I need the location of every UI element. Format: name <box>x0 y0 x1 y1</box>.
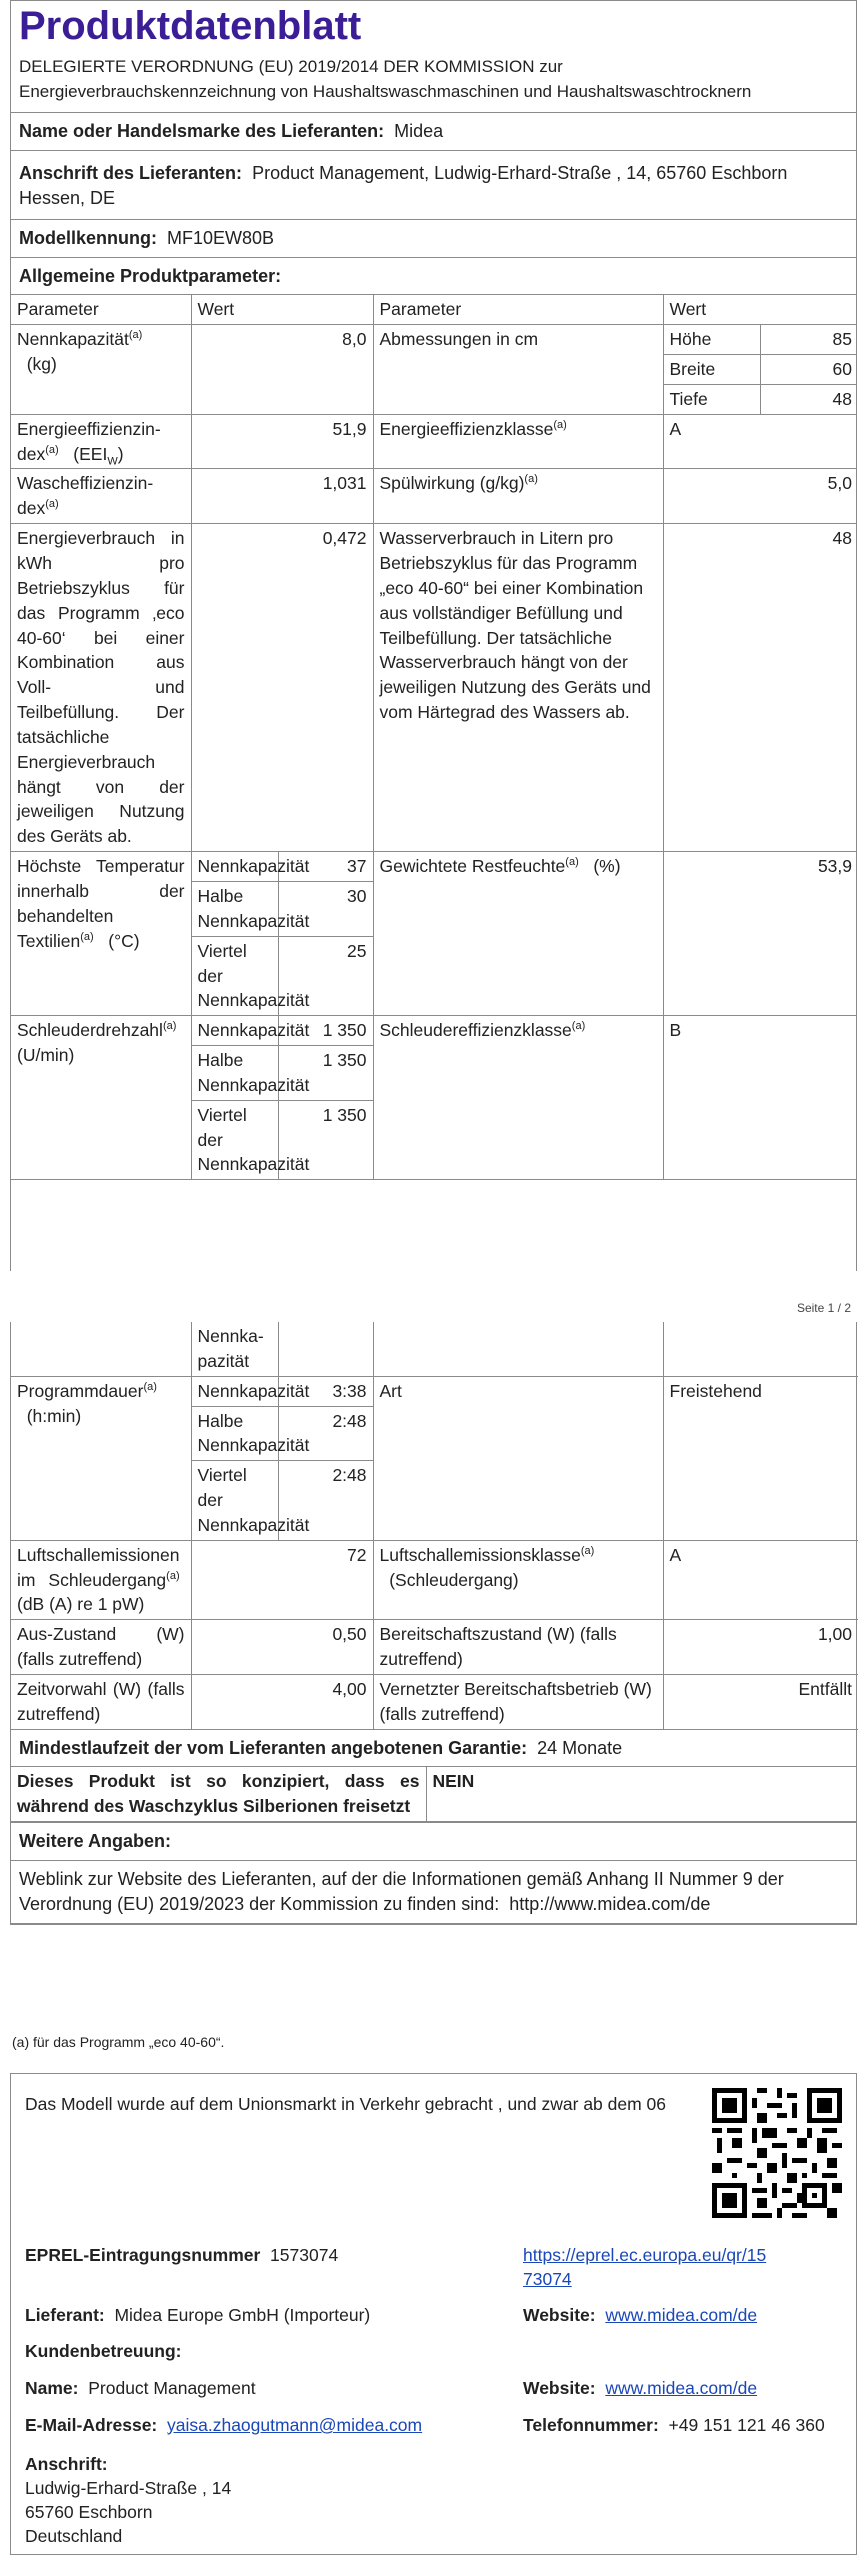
table-row <box>11 524 857 852</box>
duration-half-value: 2:48 <box>278 1406 373 1461</box>
duration-load-full: Nennkapazität <box>191 1376 278 1406</box>
website-row <box>523 2303 757 2327</box>
eprel-value: 1573074 <box>270 2245 339 2265</box>
supplier-label: Lieferant: <box>25 2305 105 2325</box>
temp-half-value: 30 <box>278 881 373 936</box>
parameter-table-continued <box>11 1322 858 1730</box>
dim-depth-label: Tiefe <box>664 384 761 413</box>
silver-ion-label: Dieses Produkt ist so konzipiert, dass es während des Waschzyklus Silberionen freisetzt <box>11 1767 426 1821</box>
table-row <box>11 852 857 882</box>
regulation-line-2: Energieverbrauchskennzeichnung von Haushaltswaschmaschinen und Haushaltswaschtrocknern <box>19 81 752 101</box>
email-row <box>25 2413 422 2437</box>
header-value-2: Wert <box>663 295 857 324</box>
rinse-label-cell: Spülwirkung $(g/kg)^{(a)}$ <box>373 469 663 524</box>
phone-row <box>523 2413 825 2437</box>
dimensions-table <box>664 325 858 414</box>
table-row <box>11 1322 858 1376</box>
regulation-line-1: DELEGIERTE VERORDNUNG (EU) 2019/2014 DER KOMMISSION zur <box>19 57 563 76</box>
address-line-3: Deutschland <box>25 2526 123 2547</box>
phone-label: Telefonnummer: <box>523 2415 659 2435</box>
water-consumption-label: Wasserverbrauch in Litern pro Betriebszyklus für das Programm „eco 40-60“ bei einer Kombination aus vollständiger Befüllung und Teilbefüllung. Der tatsächliche Wasserverbrauch hängt von der jeweiligen Nutzung des Geräts und vom Härtegrad des Wassers ab. <box>373 524 663 852</box>
supplier-address-row <box>11 151 856 220</box>
phone-value: +49 151 121 46 360 <box>668 2415 825 2435</box>
customer-service-label: Kundenbetreuung: <box>25 2341 182 2361</box>
general-params-label: Allgemeine Produktparameter: <box>19 265 282 286</box>
model-info-box <box>10 2073 857 2555</box>
email-link[interactable]: yaisa.zhaogutmann@midea.com <box>167 2415 423 2435</box>
model-label: Modellkennung: <box>19 227 157 248</box>
spin-class-value: B <box>663 1016 857 1180</box>
temp-load-quarter: Viertel der Nennkapazität <box>191 936 278 1016</box>
delay-start-label: Zeitvorwahl (W) (falls zutreffend) <box>11 1674 191 1729</box>
table-row <box>11 1540 858 1620</box>
contact-name-label: Name: <box>25 2378 79 2398</box>
further-info-row <box>11 1822 856 1861</box>
header-parameter: Parameter <box>11 295 191 324</box>
contact-name-row <box>25 2376 256 2400</box>
contact-name-value: Product Management <box>88 2378 256 2398</box>
dim-width-value: 60 <box>761 355 857 385</box>
eei-value: 51,9 <box>191 414 373 469</box>
weblink-text: Weblink zur Website des Lieferanten, auf der die Informationen gemäß Anhang II Nummer 9 der Verordnung (EU) 2019/2023 der Kommission zu finden sind: <box>19 1869 784 1914</box>
spin-class-label-cell: Schleudereffizienzklasse$^{(a)}$ <box>373 1016 663 1180</box>
supplier-address-label: Anschrift des Lieferanten: <box>19 163 243 184</box>
supplier-value: Midea Europe GmbH (Importeur) <box>114 2305 371 2325</box>
warranty-label: Mindestlaufzeit der vom Lieferanten angebotenen Garantie: <box>19 1737 528 1758</box>
network-standby-label: Vernetzter Bereitschaftsbetrieb (W) (falls zutreffend) <box>373 1674 663 1729</box>
supplier-row <box>25 2303 370 2327</box>
water-consumption-value: 48 <box>663 524 857 852</box>
temp-quarter-value: 25 <box>278 936 373 1016</box>
header-value: Wert <box>191 295 373 324</box>
address-line-1: Ludwig-Erhard-Straße , 14 <box>25 2478 232 2499</box>
rinse-value: 5,0 <box>663 469 857 524</box>
table-row <box>11 469 857 524</box>
title-block <box>11 1 856 113</box>
energy-consumption-value: 0,472 <box>191 524 373 852</box>
spin-load-half: Halbe Nennkapazität <box>191 1046 278 1101</box>
residual-moisture-label-cell: Gewichtete Restfeuchte$^{(a)}$ (%) <box>373 852 663 1016</box>
dim-height-label: Höhe <box>664 325 761 354</box>
silver-ion-table <box>11 1767 856 1822</box>
supplier-address-value: Product Management, Ludwig-Erhard-Straße , 14, 65760 Eschborn Hessen, DE <box>19 163 788 208</box>
table-row <box>11 1620 858 1675</box>
datasheet-page-2 <box>10 1322 857 1925</box>
email-label: E-Mail-Adresse: <box>25 2415 158 2435</box>
website2-row <box>523 2376 757 2400</box>
table-header-row <box>11 295 857 324</box>
footnote: (a) für das Programm „eco 40-60“. <box>12 2034 225 2050</box>
wash-eff-label-cell: Wascheffizienzindex$^{(a)}$ <box>11 469 191 524</box>
weblink-url[interactable]: http://www.midea.com/de <box>509 1893 711 1914</box>
dim-height-value: 85 <box>761 325 857 354</box>
duration-quarter-value: 2:48 <box>278 1461 373 1541</box>
off-mode-value: 0,50 <box>191 1620 373 1675</box>
eei-label-cell: Energieeffizienzindex$^{(a)}$ $(EEI_W)$ <box>11 414 191 469</box>
eprel-row <box>25 2243 338 2267</box>
weblink-row <box>11 1861 856 1924</box>
supplier-name-value: Midea <box>394 121 444 142</box>
temp-load-half: Halbe Nennkapazität <box>191 881 278 936</box>
header-parameter-2: Parameter <box>373 295 663 324</box>
table-row <box>11 1376 858 1406</box>
spin-load-quarter: Viertel der Nennkapazität <box>191 1100 278 1180</box>
noise-value: 72 <box>191 1540 373 1620</box>
page-number: Seite 1 / 2 <box>796 1301 851 1315</box>
program-duration-label-cell: Programmdauer$^{(a)}$ (h:min) <box>11 1376 191 1540</box>
dimensions-cell <box>663 325 857 415</box>
off-mode-label: Aus-Zustand (W) (falls zutreffend) <box>11 1620 191 1675</box>
wash-eff-value: 1,031 <box>191 469 373 524</box>
parameter-table <box>11 295 857 1180</box>
spin-load-full: Nennkapazität <box>191 1016 278 1046</box>
address-block <box>25 2452 231 2549</box>
residual-moisture-value: 53,9 <box>663 852 857 1016</box>
dim-depth-value: 48 <box>761 384 857 413</box>
eprel-link[interactable]: https://eprel.ec.europa.eu/qr/15 73074 <box>523 2245 767 2290</box>
address-line-2: 65760 Eschborn <box>25 2502 153 2523</box>
website-link[interactable]: www.midea.com/de <box>605 2305 758 2325</box>
network-standby-value: Entfällt <box>663 1674 858 1729</box>
silver-ion-value: NEIN <box>426 1767 856 1821</box>
market-text: Das Modell wurde auf dem Unionsmarkt in Verkehr gebracht , und zwar ab dem 06 <box>25 2094 667 2114</box>
eprel-label: EPREL-Eintragungsnummer <box>25 2245 261 2265</box>
capacity-value: 8,0 <box>191 325 373 415</box>
table-row <box>11 1674 858 1729</box>
supplier-name-label: Name oder Handelsmarke des Lieferanten: <box>19 121 385 142</box>
model-value: MF10EW80B <box>167 227 275 248</box>
general-params-row <box>11 258 856 296</box>
website-label: Website: <box>523 2305 596 2325</box>
standby-value: 1,00 <box>663 1620 858 1675</box>
spin-quarter-value: 1 350 <box>278 1100 373 1180</box>
noise-class-value: A <box>663 1540 858 1620</box>
warranty-row <box>11 1730 856 1768</box>
spin-quarter-continued: Nennkapazität <box>191 1322 278 1376</box>
noise-class-label-cell: Luftschallemissionsklasse$^{(a)}$ (Schleudergang) <box>373 1540 663 1620</box>
website2-link[interactable]: www.midea.com/de <box>605 2378 758 2398</box>
standby-label: Bereitschaftszustand (W) (falls zutreffend) <box>373 1620 663 1675</box>
duration-load-quarter: Viertel der Nennkapazität <box>191 1461 278 1541</box>
delay-start-value: 4,00 <box>191 1674 373 1729</box>
type-label: Art <box>373 1376 663 1540</box>
warranty-value: 24 Monate <box>537 1737 623 1758</box>
spin-full-value: 1 350 <box>278 1016 373 1046</box>
energy-class-label-cell: Energieeffizienzklasse$^{(a)}$ <box>373 414 663 469</box>
noise-label-cell: Luftschallemissionen im Schleudergang$^{(a)}$ (dB (A) re 1 pW) <box>11 1540 191 1620</box>
temp-load-full: Nennkapazität <box>191 852 278 882</box>
table-row <box>11 414 857 469</box>
model-row <box>11 220 856 258</box>
duration-load-half: Halbe Nennkapazität <box>191 1406 278 1461</box>
address-label: Anschrift: <box>25 2454 108 2474</box>
page-title: Produktdatenblatt <box>19 4 362 48</box>
temp-full-value: 37 <box>278 852 373 882</box>
table-row <box>11 325 857 415</box>
qr-code-icon <box>712 2088 842 2218</box>
supplier-name-row <box>11 113 856 151</box>
website2-label: Website: <box>523 2378 596 2398</box>
dimensions-label: Abmessungen in cm <box>373 325 663 415</box>
energy-consumption-label: Energieverbrauch in kWh pro Betriebszyklus für das Programm ‚eco 40-60‘ bei einer Kombination aus Voll- und Teilbefüllung. Der tatsächliche Energieverbrauch hängt von der jeweiligen Nutzung des Geräts ab. <box>11 524 191 852</box>
energy-class-value: A <box>663 414 857 469</box>
dim-width-label: Breite <box>664 355 761 385</box>
spin-half-value: 1 350 <box>278 1046 373 1101</box>
table-row <box>11 1016 857 1046</box>
type-value: Freistehend <box>663 1376 858 1540</box>
max-temp-label-cell: Höchste Temperatur innerhalb der behandelten Textilien$^{(a)}$ (°C) <box>11 852 191 1016</box>
duration-full-value: 3:38 <box>278 1376 373 1406</box>
capacity-label-cell: Nennkapazität$^{(a)}$ (kg) <box>11 325 191 415</box>
datasheet-page-1 <box>10 0 857 1271</box>
further-info-label: Weitere Angaben: <box>19 1831 172 1852</box>
spin-speed-label-cell: Schleuderdrehzahl$^{(a)}$ (U/min) <box>11 1016 191 1180</box>
